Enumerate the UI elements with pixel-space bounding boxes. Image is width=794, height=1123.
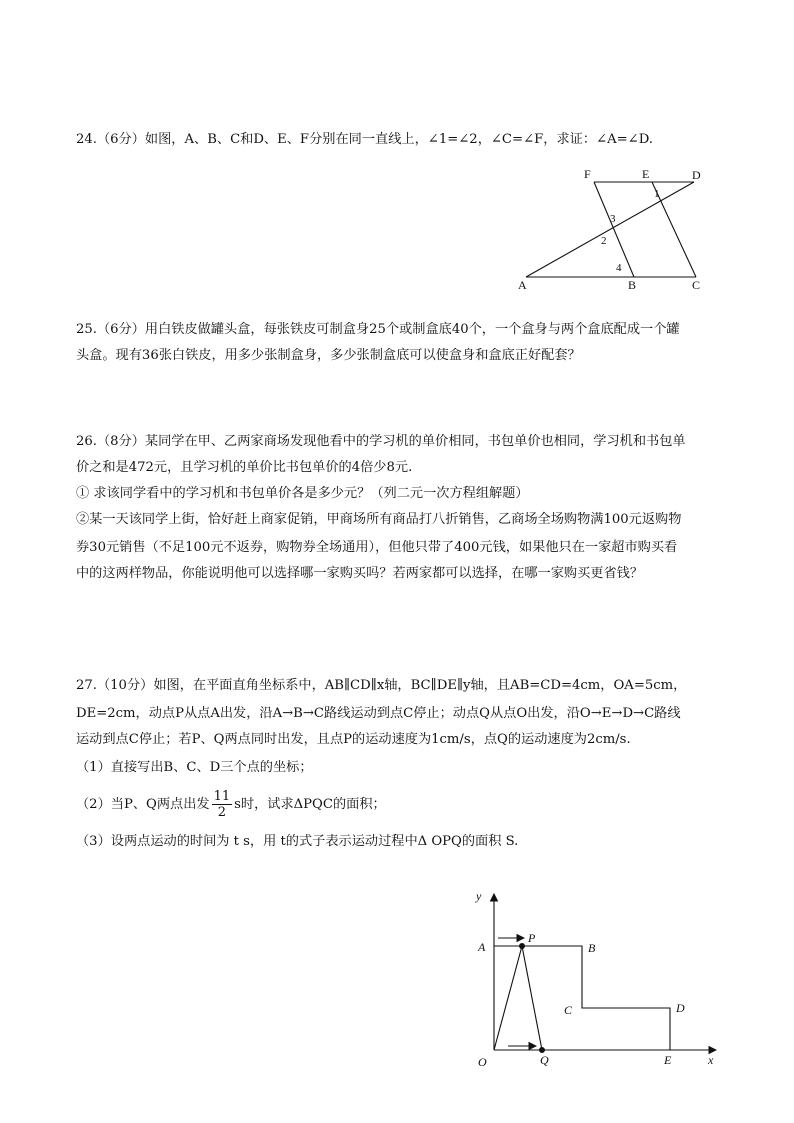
label-d: D: [676, 1001, 685, 1015]
label-a: A: [478, 940, 486, 954]
angle-3: 3: [610, 213, 616, 225]
label-x: x: [708, 1053, 714, 1067]
label-c: C: [564, 1003, 573, 1017]
q26-text-6: 中的这两样物品，你能说明他可以选择哪一家购买吗？若两家都可以选择，在哪一家购买更省钱？: [76, 566, 644, 581]
q24-figure: [512, 162, 712, 294]
line-ad: [526, 182, 694, 277]
angle-2: 2: [601, 235, 607, 247]
q27-text-3: 运动到点C停止；若P、Q两点同时出发，且点P的运动速度为1cm/s，点Q的运动速度为2cm/s.: [76, 732, 631, 747]
line-fb: [594, 182, 634, 277]
label-d: D: [692, 168, 701, 182]
label-e: E: [664, 1053, 672, 1067]
staircase-path: [494, 946, 670, 1050]
angle-1: 1: [654, 188, 660, 200]
label-q: Q: [540, 1053, 549, 1067]
fraction-numerator: 11: [213, 789, 231, 804]
fraction-denominator: 2: [217, 805, 226, 820]
label-b: B: [588, 941, 596, 955]
angle-4: 4: [616, 262, 622, 274]
fraction-11-2: [212, 789, 233, 820]
label-b: B: [628, 278, 637, 292]
label-p: P: [528, 931, 536, 945]
label-a: A: [518, 278, 527, 292]
q25-text-1: 25.（6分）用白铁皮做罐头盒，每张铁皮可制盒身25个或制盒底40个，一个盒身与两个盒底配成一个罐: [76, 322, 680, 337]
segment-op: [494, 946, 522, 1050]
q27-text-4: （1）直接写出B、C、D三个点的坐标；: [76, 760, 313, 775]
q27-text-6: （3）设两点运动的时间为 t s，用 t的式子表示运动过程中Δ OPQ的面积 S.: [76, 834, 519, 849]
label-o: O: [478, 1055, 487, 1069]
q27-text-5-pre: （2）当P、Q两点出发: [76, 797, 210, 812]
q26-text-4: ②某一天该同学上街，恰好赶上商家促销，甲商场所有商品打八折销售，乙商场全场购物满100元返购物: [76, 512, 682, 527]
q24-text: 24.（6分）如图，A、B、C和D、E、F分别在同一直线上，∠1=∠2，∠C=∠F，求证：∠A=∠D.: [76, 132, 653, 147]
label-c: C: [692, 278, 701, 292]
q27-coordinate-figure: [466, 886, 726, 1072]
q26-text-3: ① 求该同学看中的学习机和书包单价各是多少元？（列二元一次方程组解题）: [76, 486, 529, 501]
q26-text-1: 26.（8分）某同学在甲、乙两家商场发现他看中的学习机的单价相同，书包单价也相同，学习机和书包单: [76, 434, 686, 449]
q27-text-5: [76, 788, 726, 822]
label-y: y: [476, 889, 482, 903]
label-f: F: [584, 167, 591, 181]
label-e: E: [642, 167, 650, 181]
q27-text-5-post: s时，试求ΔPQC的面积；: [234, 797, 386, 812]
q25-text-2: 头盒。现有36张白铁皮，用多少张制盒身，多少张制盒底可以使盒身和盒底正好配套？: [76, 348, 581, 363]
point-p: [519, 943, 525, 949]
q26-text-5: 券30元销售（不足100元不返券，购物券全场通用），但他只带了400元钱，如果他只在一家超市购买看: [76, 540, 678, 555]
q26-text-2: 价之和是472元，且学习机的单价比书包单价的4倍少8元.: [76, 460, 413, 475]
q27-text-1: 27.（10分）如图，在平面直角坐标系中，AB∥CD∥x轴，BC∥DE∥y轴，且AB=CD=4cm，OA=5cm，: [76, 678, 687, 693]
q27-text-2: DE=2cm，动点P从点A出发，沿A→B→C路线运动到点C停止；动点Q从点O出发，沿O→E→D→C路线: [76, 706, 681, 721]
segment-pq: [522, 946, 542, 1050]
